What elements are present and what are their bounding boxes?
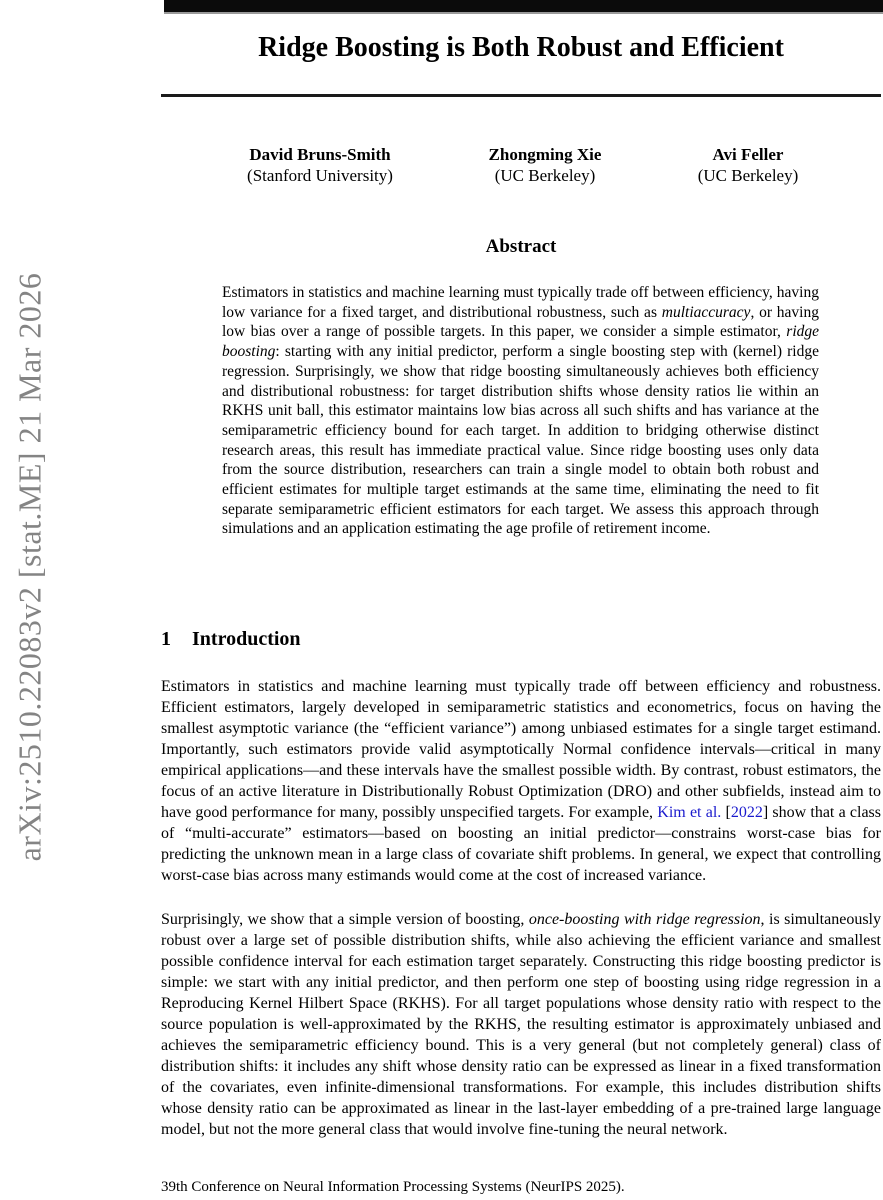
author-affiliation: (UC Berkeley): [697, 166, 799, 185]
author-affiliation: (UC Berkeley): [494, 166, 596, 185]
citation-link[interactable]: 2022: [730, 804, 763, 821]
author-block: [247, 144, 393, 186]
author-row: [161, 144, 881, 194]
author-block: [698, 144, 799, 186]
abstract-heading: Abstract: [485, 236, 557, 257]
section-number: 1: [161, 628, 171, 650]
intro-paragraph-1: Estimators in statistics and machine learning must typically trade off between efficiency and robustness. Efficient estimators, largely developed in semiparametric statistics and econometrics, focus on having the smallest asymptotic variance (the “efficient variance”) among unbiased estimates for a single target estimand. Importantly, such estimators provide valid asymptotically Normal confidence intervals—critical in many empirical applications—and these intervals have the smallest possible width. By contrast, robust estimators, the focus of an active literature in Distributionally Robust Optimization (DRO) and other subfields, instead aim to have good performance for many, possibly unspecified targets. For example, Kim et al. [2022] show that a class of “multi-accurate” estimators—based on boosting an initial predictor—constrains worst-case bias for predicting the unknown mean in a large class of covariate shift problems. In general, we expect that controlling worst-case bias across many estimands would come at the cost of increased variance.: [161, 678, 882, 884]
abstract-text: Estimators in statistics and machine learning must typically trade off between efficiency, having low variance for a fixed target, and distributional robustness, such as multiaccuracy, or having low bias over a range of possible targets. In this paper, we consider a simple estimator, ridge boosting: starting with any initial predictor, perform a single boosting step with (kernel) ridge regression. Surprisingly, we show that ridge boosting simultaneously achieves both efficiency and distributional robustness: for target distribution shifts whose density ratios lie within an RKHS unit ball, this estimator maintains low bias across all such shifts and has variance at the semiparametric efficiency bound for each target. In addition to bridging otherwise distinct research areas, this result has immediate practical value. Since ridge boosting uses only data from the source distribution, researchers can train a single model to obtain both robust and efficient estimates for multiple target estimands at the same time, eliminating the need to fit separate semiparametric efficient estimators for each target. We assess this approach through simulations and an application estimating the age profile of retirement income.: [222, 284, 819, 538]
arxiv-stamp: arXiv:2510.22083v2 [stat.ME] 21 Mar 2026: [11, 272, 48, 862]
title-rule: [161, 94, 881, 97]
intro-paragraph-2: Surprisingly, we show that a simple version of boosting, once-boosting with ridge regression, is simultaneously robust over a large set of possible distribution shifts, while also achieving the efficient variance and smallest possible confidence interval for each estimation target separately. Constructing this ridge boosting predictor is simple: we start with any initial predictor, and then perform one step of boosting using ridge regression in a Reproducing Kernel Hilbert Space (RKHS). For all target populations whose density ratio with respect to the source population is well-approximated by the RKHS, the resulting estimator is approximately unbiased and achieves the semiparametric efficiency bound. This is a very general (but not completely general) class of distribution shifts: it includes any shift whose density ratio can be expressed as linear in a fixed transformation of the covariates, even infinite-dimensional transformations. For example, this includes distribution shifts whose density ratio can be approximated as linear in the last-layer embedding of a pre-trained large language model, but not the more general class that would involve fine-tuning the neural network.: [161, 911, 881, 1138]
author-block: [489, 144, 602, 186]
author-name: Avi Feller: [712, 145, 784, 164]
footer-conference-note: 39th Conference on Neural Information Processing Systems (NeurIPS 2025).: [161, 1179, 625, 1195]
author-name: Zhongming Xie: [488, 145, 602, 164]
section-heading-introduction: [161, 628, 301, 651]
section-title: Introduction: [192, 628, 301, 650]
paper-title: Ridge Boosting is Both Robust and Efficient: [258, 32, 784, 63]
author-name: David Bruns-Smith: [249, 145, 391, 164]
author-affiliation: (Stanford University): [247, 166, 393, 185]
citation-link[interactable]: Kim et al.: [657, 804, 722, 821]
paper-content: [161, 0, 881, 1200]
